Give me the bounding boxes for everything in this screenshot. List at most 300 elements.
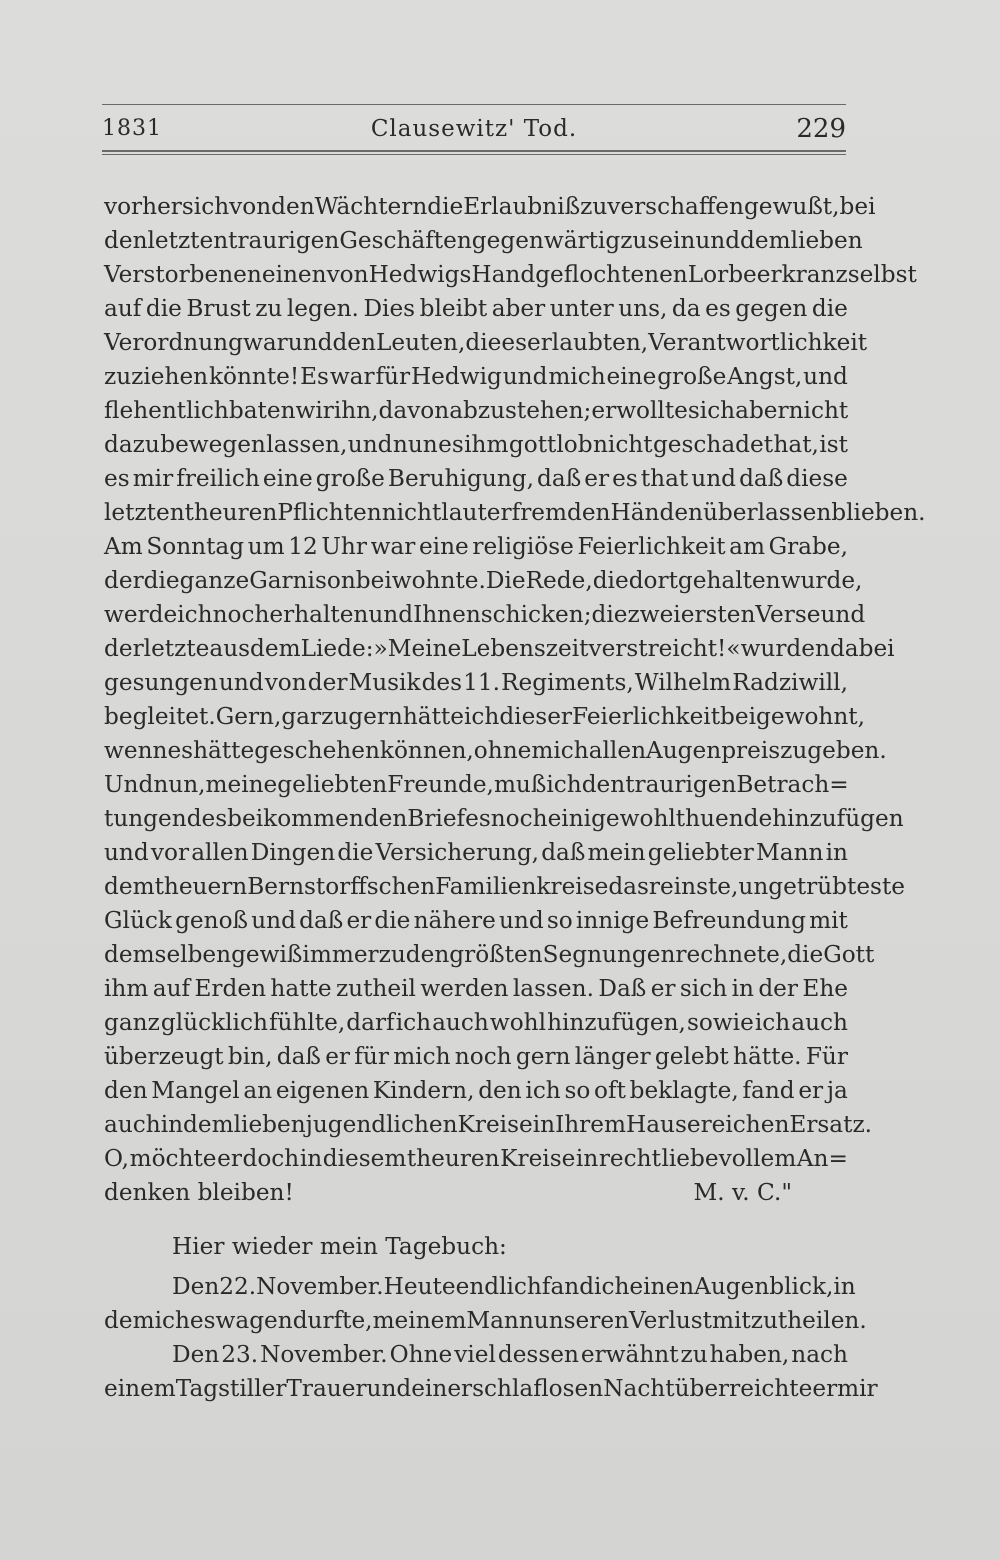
word: Pflichten — [277, 499, 382, 526]
word: die — [143, 567, 180, 594]
word: große — [315, 465, 385, 492]
word: letzte — [143, 635, 210, 662]
word: und — [218, 669, 264, 696]
letter-closing-line — [104, 1176, 848, 1210]
word: die — [337, 839, 374, 866]
word: gehalten — [677, 567, 781, 594]
word: nach — [791, 1341, 848, 1368]
word: noch — [212, 601, 270, 628]
word: verstreicht!« — [588, 635, 741, 662]
word: wurden — [740, 635, 830, 662]
word: Mann — [756, 839, 824, 866]
diary-line — [104, 1304, 867, 1338]
letter-signature: M. v. C." — [693, 1179, 792, 1206]
word: war — [329, 363, 375, 390]
word: Musik — [348, 669, 421, 696]
word: und — [104, 839, 149, 866]
word: den — [104, 227, 148, 254]
word: freilich — [176, 465, 260, 492]
word: beikommenden — [227, 805, 408, 832]
word: wenn — [104, 737, 168, 764]
word: und — [251, 907, 296, 934]
word: Garnison — [249, 567, 356, 594]
word: können, — [379, 737, 474, 764]
word: dem — [740, 227, 791, 254]
word: hinzufügen, — [547, 1009, 686, 1036]
word: einem — [104, 1375, 176, 1402]
word: gesungen — [104, 669, 218, 696]
word: Hedwigs — [368, 261, 472, 288]
word: zu — [680, 1341, 708, 1368]
word: Sonntag — [146, 533, 245, 560]
word: länger — [574, 1043, 651, 1070]
word: diese — [786, 465, 848, 492]
word: beklagte, — [629, 1077, 739, 1104]
word: in — [160, 1111, 184, 1138]
word: letzten — [104, 499, 185, 526]
diary-line — [104, 1270, 856, 1304]
word: abzustehen; — [449, 397, 592, 424]
word: Ihrem — [555, 1111, 626, 1138]
word: ihm — [464, 431, 509, 458]
word: einer — [411, 1375, 473, 1402]
word: es — [705, 295, 731, 322]
letter-line — [104, 836, 848, 870]
word: auch — [104, 1111, 161, 1138]
word: Augen — [646, 737, 722, 764]
word: überlassen — [702, 499, 832, 526]
word: dabei — [829, 635, 895, 662]
word: preiszugeben. — [721, 737, 887, 764]
word: O, — [104, 1145, 130, 1172]
word: er — [650, 975, 676, 1002]
word: ich — [594, 1273, 630, 1300]
word: diesem — [322, 1145, 407, 1172]
word: 22. — [219, 1273, 257, 1300]
word: hätte. — [733, 1043, 802, 1070]
word: Für — [805, 1043, 848, 1070]
word: dazu — [104, 431, 160, 458]
closing-text: denken bleiben! — [104, 1179, 294, 1206]
word: fand — [541, 1273, 595, 1300]
word: begleitet. — [104, 703, 216, 730]
word: mich — [393, 1043, 451, 1070]
word: Die — [485, 567, 526, 594]
word: theuern — [154, 873, 248, 900]
word: bewegen — [160, 431, 266, 458]
header-rule-bottom-thin — [102, 154, 846, 155]
word: überzeugt — [104, 1043, 224, 1070]
word: es — [167, 737, 194, 764]
word: in — [532, 1111, 556, 1138]
word: noch — [454, 1043, 512, 1070]
word: zu — [580, 193, 608, 220]
word: die — [465, 329, 502, 356]
word: gar — [281, 703, 322, 730]
word: sich — [181, 193, 230, 220]
word: Am — [104, 533, 143, 560]
word: daß — [299, 907, 344, 934]
word: war — [242, 329, 288, 356]
word: Rede, — [525, 567, 593, 594]
word: sein — [647, 227, 696, 254]
word: Versicherung, — [375, 839, 540, 866]
letter-line — [104, 326, 868, 360]
word: am — [729, 533, 765, 560]
word: er — [812, 1375, 838, 1402]
word: des — [186, 805, 228, 832]
word: mitzutheilen. — [712, 1307, 867, 1334]
letter-line — [104, 972, 848, 1006]
word: baten — [228, 397, 296, 424]
word: stiller — [218, 1375, 287, 1402]
word: Verordnung — [104, 329, 243, 356]
word: gegen — [735, 295, 808, 322]
word: lieben — [233, 1111, 306, 1138]
word: letzten — [147, 227, 229, 254]
word: von — [229, 193, 272, 220]
word: in — [833, 1273, 856, 1300]
word: jugendlichen — [305, 1111, 458, 1138]
letter-line — [104, 360, 848, 394]
word: daß — [276, 1043, 321, 1070]
word: in — [825, 839, 848, 866]
word: Ohne — [389, 1341, 453, 1368]
word: daß — [541, 839, 586, 866]
word: es — [438, 431, 464, 458]
word: werde — [104, 601, 178, 628]
word: dem — [183, 1111, 234, 1138]
word: Augenblick, — [694, 1273, 834, 1300]
word: Hand — [471, 261, 536, 288]
word: an — [243, 1077, 273, 1104]
word: ist — [819, 431, 848, 458]
word: es — [189, 1307, 216, 1334]
word: traurigen — [228, 227, 340, 254]
word: schlaflosen — [472, 1375, 604, 1402]
word: Brust — [186, 295, 251, 322]
word: mein — [587, 839, 646, 866]
word: den — [332, 329, 376, 356]
word: fremden — [511, 499, 611, 526]
word: reichen — [700, 1111, 790, 1138]
word: wurde, — [780, 567, 863, 594]
word: blieben. — [831, 499, 926, 526]
word: erhalten — [269, 601, 369, 628]
word: für — [354, 1043, 389, 1070]
word: der — [307, 669, 348, 696]
word: An= — [796, 1145, 848, 1172]
word: dem — [104, 873, 155, 900]
word: hätte — [402, 703, 464, 730]
word: haben, — [709, 1341, 790, 1368]
letter-line — [104, 1108, 873, 1142]
word: in — [731, 975, 754, 1002]
word: wohlthuende — [619, 805, 773, 832]
word: hatte — [270, 975, 332, 1002]
word: Mann — [466, 1307, 534, 1334]
word: Ihnen — [413, 601, 481, 628]
word: um — [247, 533, 285, 560]
word: auf — [104, 295, 142, 322]
word: Ersatz. — [789, 1111, 873, 1138]
running-header — [102, 112, 846, 146]
letter-line — [104, 258, 917, 292]
word: geschehen — [254, 737, 380, 764]
word: Briefes — [407, 805, 491, 832]
word: und — [498, 907, 544, 934]
word: Den — [172, 1341, 220, 1368]
word: verschaffen — [607, 193, 744, 220]
word: daß — [739, 465, 784, 492]
word: von — [264, 669, 307, 696]
word: zutheil — [335, 975, 416, 1002]
word: ja — [826, 1077, 848, 1104]
word: Radziwill, — [732, 669, 848, 696]
word: dort — [628, 567, 678, 594]
word: wohl — [489, 1009, 547, 1036]
word: und — [368, 601, 414, 628]
word: Lebenszeit — [461, 635, 589, 662]
word: wagen — [215, 1307, 293, 1334]
word: Segnungen — [542, 941, 676, 968]
word: unter — [549, 295, 614, 322]
word: auch — [432, 1009, 489, 1036]
word: so — [564, 1077, 591, 1104]
word: größten — [449, 941, 543, 968]
word: so — [546, 907, 573, 934]
word: geliebten — [277, 771, 388, 798]
word: aber — [735, 397, 789, 424]
word: viel — [454, 1341, 496, 1368]
word: dieser — [499, 703, 573, 730]
header-title: Clausewitz' Tod. — [370, 116, 578, 142]
word: gewiß — [231, 941, 303, 968]
word: Tag — [175, 1375, 219, 1402]
word: eigenen — [275, 1077, 370, 1104]
word: flehentlich — [104, 397, 229, 424]
word: demselben — [104, 941, 232, 968]
word: Grabe, — [768, 533, 848, 560]
word: Hedwig — [410, 363, 502, 390]
word: Leuten, — [375, 329, 466, 356]
word: den — [478, 1077, 522, 1104]
word: dem — [104, 1307, 155, 1334]
word: nicht — [788, 397, 849, 424]
word: mir — [837, 1375, 878, 1402]
word: und — [347, 431, 393, 458]
word: den — [405, 941, 450, 968]
word: Lorbeerkranz — [687, 261, 848, 288]
letter-line — [104, 428, 848, 462]
word: ungetrübteste — [738, 873, 905, 900]
word: geschadet — [652, 431, 774, 458]
word: möchte — [129, 1145, 217, 1172]
word: des — [421, 669, 463, 696]
word: ohne — [473, 737, 532, 764]
word: fand — [742, 1077, 795, 1104]
word: auf — [152, 975, 191, 1002]
letter-line — [104, 734, 887, 768]
word: Verlust — [629, 1307, 713, 1334]
header-rule-bottom — [102, 150, 846, 152]
word: er — [217, 1145, 242, 1172]
word: sowie — [686, 1009, 754, 1036]
word: beiwohnte. — [355, 567, 486, 594]
word: und — [803, 363, 848, 390]
word: schicken; — [480, 601, 592, 628]
word: lassen. — [512, 975, 594, 1002]
word: Gern, — [215, 703, 282, 730]
word: dem — [250, 635, 301, 662]
word: große — [657, 363, 727, 390]
word: hätte — [193, 737, 255, 764]
word: fühlte, — [268, 1009, 346, 1036]
word: 11. — [463, 669, 500, 696]
word: Gott — [823, 941, 875, 968]
word: ihm — [104, 975, 149, 1002]
letter-line — [104, 1006, 848, 1040]
letter-line — [104, 598, 866, 632]
word: selbst — [847, 261, 917, 288]
word: er — [584, 465, 610, 492]
letter-line — [104, 1142, 848, 1176]
word: die — [591, 601, 628, 628]
letter-line — [104, 938, 875, 972]
word: den — [271, 193, 315, 220]
word: gelebt — [654, 1043, 729, 1070]
letter-line — [104, 904, 848, 938]
word: könnte! — [208, 363, 300, 390]
word: gegenwärtig — [471, 227, 621, 254]
word: hat, — [773, 431, 819, 458]
word: nicht — [592, 431, 653, 458]
letter-line — [104, 700, 865, 734]
word: von — [326, 261, 369, 288]
word: und — [820, 601, 866, 628]
word: that — [640, 465, 689, 492]
word: gern — [348, 703, 403, 730]
word: dessen — [497, 1341, 579, 1368]
word: theuren — [406, 1145, 500, 1172]
word: Beruhigung, — [387, 465, 534, 492]
word: Dies — [363, 295, 416, 322]
letter-line — [104, 564, 863, 598]
word: wir — [295, 397, 334, 424]
letter-line — [104, 224, 863, 258]
word: Erlaubniß — [463, 193, 581, 220]
word: Mangel — [151, 1077, 240, 1104]
word: ich — [395, 1009, 432, 1036]
word: beigewohnt, — [720, 703, 865, 730]
page-number: 229 — [796, 114, 846, 144]
word: Liede: — [300, 635, 374, 662]
word: reinste, — [648, 873, 739, 900]
word: ganz — [104, 1009, 160, 1036]
word: erlaubten, — [526, 329, 649, 356]
word: glücklich — [160, 1009, 268, 1036]
word: Verantwortlichkeit — [648, 329, 868, 356]
letter-line — [104, 802, 904, 836]
word: legen. — [286, 295, 359, 322]
letter-line — [104, 530, 848, 564]
word: Händen — [610, 499, 703, 526]
word: Feierlichkeit — [572, 703, 721, 730]
word: das — [608, 873, 649, 900]
word: Betrach= — [736, 771, 849, 798]
word: Angst, — [727, 363, 803, 390]
word: Uhr — [321, 533, 367, 560]
word: es — [104, 465, 130, 492]
word: 12 — [288, 533, 318, 560]
word: zu — [378, 941, 406, 968]
word: ich — [177, 601, 213, 628]
word: Trauer — [286, 1375, 367, 1402]
word: ich — [154, 1307, 190, 1334]
word: zwei — [627, 601, 681, 628]
word: die — [592, 567, 629, 594]
header-rule-top — [102, 104, 846, 105]
word: den — [104, 1077, 148, 1104]
word: einen — [629, 1273, 695, 1300]
word: Heute — [383, 1273, 456, 1300]
letter-text — [104, 190, 926, 1176]
word: tungen — [104, 805, 187, 832]
word: theuren — [184, 499, 278, 526]
word: Ehe — [802, 975, 848, 1002]
body-text — [104, 190, 926, 1406]
diary-entries — [104, 1270, 878, 1406]
word: hinzufügen — [772, 805, 904, 832]
word: Feierlichkeit — [577, 533, 726, 560]
word: Geschäften — [339, 227, 472, 254]
diary-line — [104, 1338, 848, 1372]
word: die — [145, 295, 182, 322]
word: noch — [490, 805, 548, 832]
word: aus — [209, 635, 251, 662]
word: immer — [302, 941, 379, 968]
word: ganze — [179, 567, 250, 594]
word: Familienkreise — [435, 873, 609, 900]
word: Kreise — [500, 1145, 576, 1172]
word: mir — [132, 465, 174, 492]
word: vor — [150, 839, 190, 866]
word: bin, — [227, 1043, 273, 1070]
word: zu — [321, 703, 349, 730]
word: Wilhelm — [634, 669, 732, 696]
word: Verstorbenen — [104, 261, 262, 288]
diary-intro-text: Hier wieder mein Tagebuch: — [172, 1233, 507, 1260]
word: Hause — [625, 1111, 701, 1138]
letter-line — [104, 666, 848, 700]
word: rechnete, — [675, 941, 788, 968]
word: vorher — [104, 193, 182, 220]
word: er — [798, 1077, 824, 1104]
word: recht — [598, 1145, 661, 1172]
word: geflochtenen — [535, 261, 688, 288]
word: wollte — [616, 397, 688, 424]
word: gottlob — [508, 431, 593, 458]
word: werden — [420, 975, 509, 1002]
word: Und — [104, 771, 154, 798]
word: lassen, — [266, 431, 348, 458]
word: Wächtern — [314, 193, 428, 220]
word: durfte, — [292, 1307, 373, 1334]
word: muß — [493, 771, 547, 798]
word: endlich — [455, 1273, 542, 1300]
word: der — [104, 567, 144, 594]
word: mit — [809, 907, 848, 934]
